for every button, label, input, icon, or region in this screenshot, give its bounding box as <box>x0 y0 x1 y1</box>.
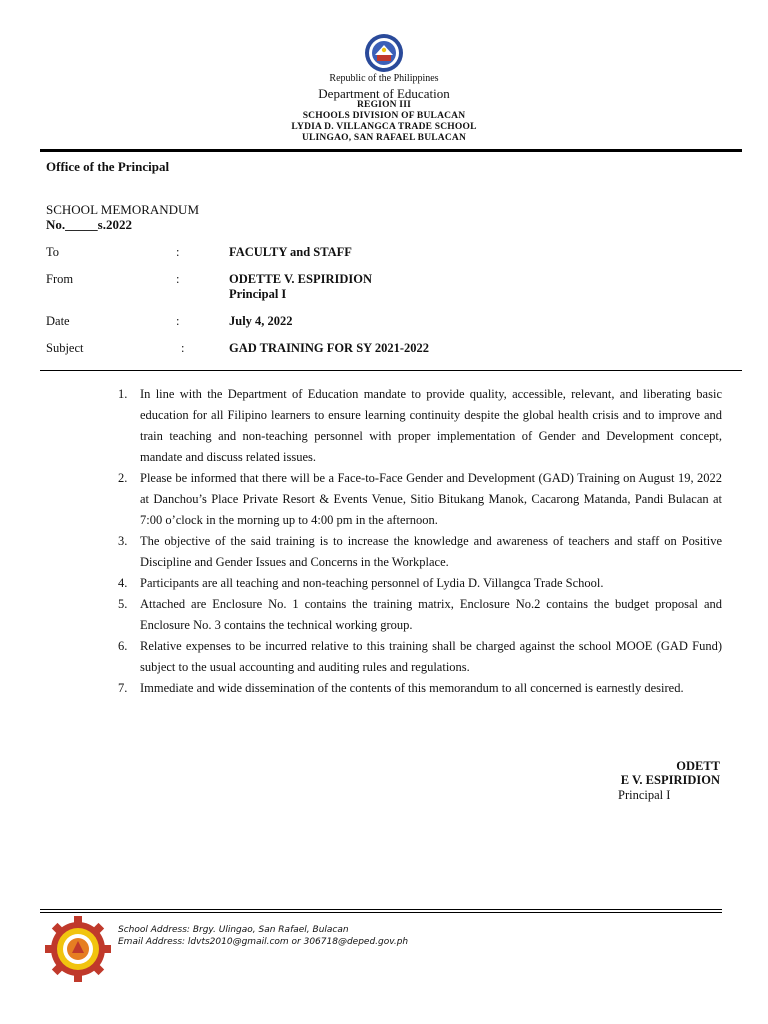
list-item-text: Immediate and wide dissemination of the contents of this memorandum to all concerned is earnestly desired. <box>140 681 684 695</box>
list-item-text: Please be informed that there will be a Face-to-Face Gender and Development (GAD) Training on August 19, 2022 at Danchou’s Place Private Resort & Events Venue, Sitio Bitukang Manok, Cacarong Matanda, Pandi Bulacan at 7:00 o’clock in the morning up to 4:00 pm in the afternoon. <box>140 471 722 527</box>
to-value: FACULTY and STAFF <box>229 245 352 259</box>
memo-title: SCHOOL MEMORANDUM <box>46 202 200 217</box>
date-label: Date <box>46 314 70 328</box>
school-gear-logo <box>42 913 114 985</box>
signature-name-line1: ODETT <box>676 759 720 773</box>
header-school: LYDIA D. VILLANGCA TRADE SCHOOL <box>291 122 477 132</box>
memo-number: No._____s.2022 <box>46 217 132 232</box>
footer-divider-bottom <box>40 912 722 913</box>
office-title: Office of the Principal <box>46 159 170 174</box>
header-republic: Republic of the Philippines <box>329 73 439 84</box>
header-division: SCHOOLS DIVISION OF BULACAN <box>302 111 466 121</box>
from-value: ODETTE V. ESPIRIDION <box>229 272 372 286</box>
list-item-text: Participants are all teaching and non-teaching personnel of Lydia D. Villangca Trade School. <box>140 576 604 590</box>
date-colon: : <box>176 314 180 328</box>
subject-colon: : <box>181 341 185 355</box>
date-value: July 4, 2022 <box>229 314 293 328</box>
from-position: Principal I <box>229 287 287 301</box>
list-item-number: 6. <box>118 639 128 653</box>
list-item-number: 4. <box>118 576 128 590</box>
list-item-number: 2. <box>118 471 128 485</box>
signature-position: Principal I <box>618 788 671 802</box>
to-colon: : <box>176 245 180 259</box>
header-department: Department of Education <box>318 86 450 101</box>
list-item-number: 3. <box>118 534 128 548</box>
list-item-text: In line with the Department of Education mandate to provide quality, accessible, relevant, and liberating basic education for all Filipino learners to ensure learning continuity despite the global health crisis and to improve and train teaching and non-teaching personnel with proper implementation of Gender and Development concept, mandate and discuss related issues. <box>140 387 722 464</box>
from-colon: : <box>176 272 180 286</box>
subject-label: Subject <box>46 341 84 355</box>
list-item-number: 7. <box>118 681 128 695</box>
subject-value: GAD TRAINING FOR SY 2021-2022 <box>229 341 430 355</box>
header-address: ULINGAO, SAN RAFAEL BULACAN <box>301 133 467 143</box>
signature-name-line2: E V. ESPIRIDION <box>620 773 720 787</box>
footer-email-address: Email Address: ldvts2010@gmail.com or 306718@deped.gov.ph <box>118 937 409 947</box>
deped-seal-logo <box>349 33 419 73</box>
footer-divider-top <box>40 909 722 910</box>
footer-school-address: School Address: Brgy. Ulingao, San Rafael, Bulacan <box>118 925 349 935</box>
subject-divider <box>40 370 742 371</box>
header-divider <box>40 149 742 152</box>
list-item-number: 1. <box>118 387 128 401</box>
list-item-text: The objective of the said training is to increase the knowledge and awareness of teachers and staff on Positive Discipline and Gender Issues and Concerns in the Workplace. <box>140 534 722 569</box>
list-item-number: 5. <box>118 597 128 611</box>
from-label: From <box>46 272 74 286</box>
to-label: To <box>46 245 60 259</box>
list-item-text: Relative expenses to be incurred relative to this training shall be charged against the school MOOE (GAD Fund) subject to the usual accounting and auditing rules and regulations. <box>140 639 722 674</box>
header-region: REGION III <box>357 100 411 110</box>
list-item-text: Attached are Enclosure No. 1 contains the training matrix, Enclosure No.2 contains the budget proposal and Enclosure No. 3 contains the technical working group. <box>140 597 722 632</box>
